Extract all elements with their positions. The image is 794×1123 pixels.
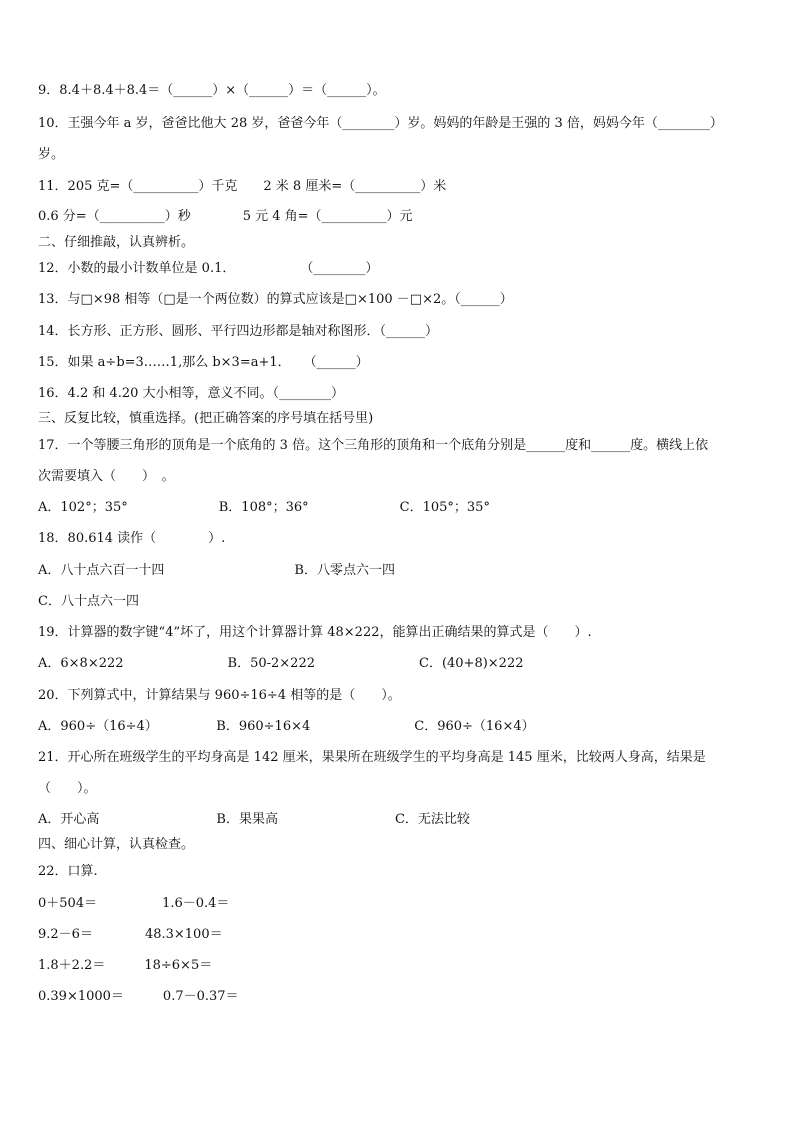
question-18: 18．80.614 读作（ ）. (38, 531, 226, 546)
section-3-heading: 三、反复比较，慎重选择。(把正确答案的序号填在括号里) (38, 411, 374, 426)
calc-row-2: 9.2－6＝ 48.3×100＝ (38, 927, 223, 942)
question-17-options: A．102°；35° B．108°；36° C．105°；35° (38, 500, 490, 515)
question-9: 9．8.4＋8.4＋8.4＝（______）×（______）＝（______）。 (38, 83, 386, 98)
question-12: 12．小数的最小计数单位是 0.1． （________） (38, 261, 379, 276)
question-21-options: A．开心高 B．果果高 C．无法比较 (38, 812, 470, 827)
question-17-line1: 17．一个等腰三角形的顶角是一个底角的 3 倍。这个三角形的顶角和一个底角分别是______度和______度。横线上依 (38, 438, 709, 453)
section-2-heading: 二、仔细推敲，认真辨析。 (38, 235, 195, 250)
question-19-options: A．6×8×222 B．50-2×222 C．(40+8)×222 (38, 656, 524, 671)
question-16: 16．4.2 和 4.20 大小相等，意义不同。（________） (38, 386, 345, 401)
question-22: 22．口算. (38, 864, 98, 879)
question-14: 14．长方形、正方形、圆形、平行四边形都是轴对称图形．（______） (38, 324, 439, 339)
calc-row-3: 1.8＋2.2＝ 18÷6×5＝ (38, 958, 213, 973)
question-18-options: A．八十点六百一十四 B．八零点六一四 (38, 563, 395, 578)
question-21-line1: 21．开心所在班级学生的平均身高是 142 厘米，果果所在班级学生的平均身高是 145 厘米，比较两人身高，结果是 (38, 750, 706, 765)
calc-row-1: 0＋504＝ 1.6－0.4＝ (38, 896, 230, 911)
question-15: 15．如果 a÷b=3……1,那么 b×3=a+1． （______） (38, 355, 369, 370)
question-17-line2: 次需要填入（ ） 。 (38, 469, 175, 484)
question-10-line1: 10．王强今年 a 岁，爸爸比他大 28 岁，爸爸今年（________）岁。妈妈的年龄是王强的 3 倍，妈妈今年（________） (38, 116, 723, 131)
question-20-options: A．960÷（16÷4） B．960÷16×4 C．960÷（16×4） (38, 719, 535, 734)
question-19: 19．计算器的数字键“4”坏了，用这个计算器计算 48×222，能算出正确结果的算式是（ ）. (38, 625, 592, 640)
question-10-line2: 岁。 (38, 147, 65, 162)
question-11-line2: 0.6 分=（__________）秒 5 元 4 角=（__________）元 (38, 209, 413, 224)
question-20: 20．下列算式中，计算结果与 960÷16÷4 相等的是（ ）。 (38, 688, 401, 703)
question-11-line1: 11．205 克=（__________）千克 2 米 8 厘米=（__________）米 (38, 179, 447, 194)
section-4-heading: 四、细心计算，认真检查。 (38, 837, 195, 852)
calc-row-4: 0.39×1000＝ 0.7－0.37＝ (38, 989, 239, 1004)
question-18-option-c: C．八十点六一四 (38, 594, 139, 609)
question-21-line2: （ ）。 (38, 781, 97, 796)
question-13: 13．与□×98 相等（□是一个两位数）的算式应该是□×100 －□×2。（______） (38, 292, 513, 307)
